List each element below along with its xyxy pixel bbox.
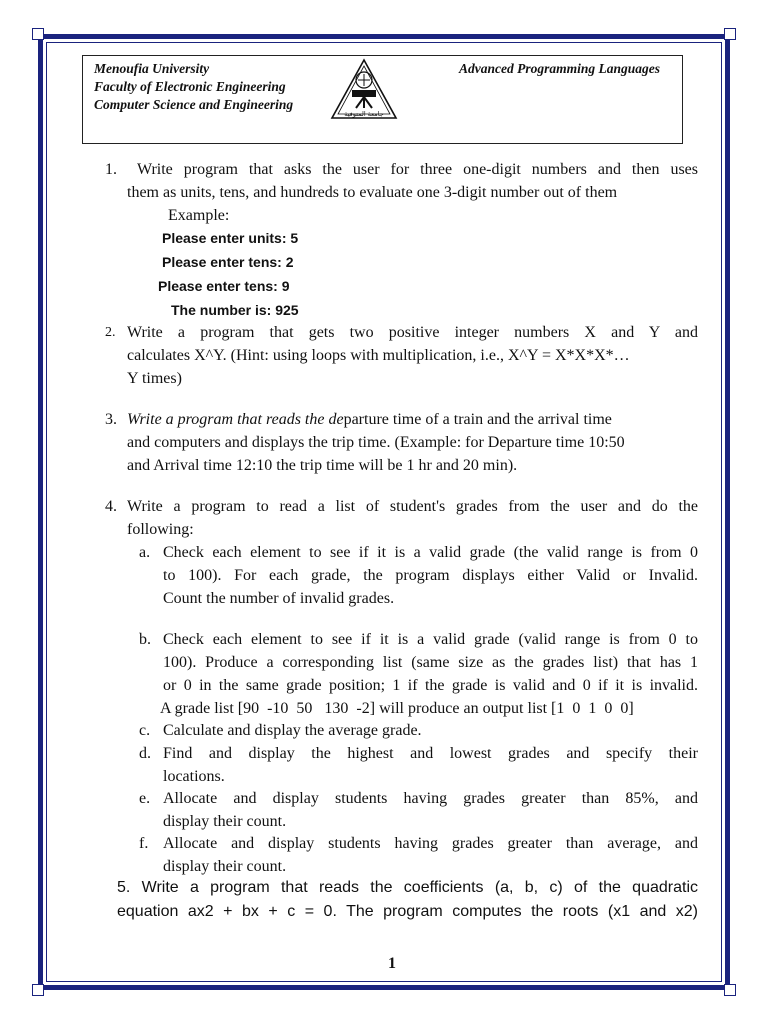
q4c-line: Calculate and display the average grade. [163,722,422,739]
q2-line: calculates X^Y. (Hint: using loops with multiplication, i.e., X^Y = X*X*X*… [127,347,630,364]
department-name: Computer Science and Engineering [94,97,294,112]
q4f-line: Allocate and display students having grades greater than average, and [163,835,698,852]
q3-line: and Arrival time 12:10 the trip time will be 1 hr and 20 min). [127,457,518,474]
q4d-letter: d. [139,745,151,762]
q1-number: 1. [105,161,117,178]
border-corner-ornament [724,984,736,996]
q2-line: Y times) [127,370,182,387]
q4b-line: A grade list [90 -10 50 130 -2] will produce an output list [1 0 1 0 0] [160,700,634,717]
q3-italic-text: Write a program that reads the de [127,411,344,428]
q4d-line: Find and display the highest and lowest grades and specify their [163,745,698,762]
q4a-line: to 100). For each grade, the program displays either Valid or Invalid. [163,567,698,584]
university-logo [328,58,400,124]
q5-line: equation ax2 + bx + c = 0. The program computes the roots (x1 and x2) [117,903,698,920]
border-corner-ornament [32,984,44,996]
q4f-letter: f. [139,835,149,852]
border-corner-ornament [32,28,44,40]
q4a-line: Count the number of invalid grades. [163,590,395,607]
q3-text: parture time of a train and the arrival time [343,411,612,428]
course-title: Advanced Programming Languages [459,61,661,76]
logo-lettering: جامعة المنوفية [344,110,384,118]
q1-line: them as units, tens, and hundreds to evaluate one 3-digit number out of them [127,184,618,201]
q4-number: 4. [105,498,117,515]
q4f-line: display their count. [163,858,287,875]
q1-example-line: The number is: 925 [171,302,299,318]
q4b-line: 100). Produce a corresponding list (same size as the grades list) that has 1 [163,654,698,671]
q4b-line: Check each element to see if it is a valid grade (valid range is from 0 to [163,631,698,648]
q5-line: 5. Write a program that reads the coefficients (a, b, c) of the quadratic [117,879,698,896]
q4a-line: Check each element to see if it is a valid grade (the valid range is from 0 [163,544,698,561]
q1-example-line: Please enter tens: 2 [162,254,294,270]
q1-example-line: Please enter tens: 9 [158,278,290,294]
q4c-letter: c. [139,722,151,739]
q2-line: Write a program that gets two positive integer numbers X and Y and [127,324,698,341]
q2-number: 2. [105,325,116,340]
q3-first-line [127,408,698,431]
q1-line: Write program that asks the user for three one-digit numbers and then uses [137,161,698,178]
q4-line: Write a program to read a list of student's grades from the user and do the [127,498,698,515]
q4e-line: display their count. [163,813,287,830]
q4d-line: locations. [163,768,225,785]
q4b-letter: b. [139,631,151,648]
q4e-line: Allocate and display students having grades greater than 85%, and [163,790,698,807]
q3-line: and computers and displays the trip time. (Example: for Departure time 10:50 [127,434,625,451]
q4-line: following: [127,521,194,538]
q1-example-label: Example: [168,207,230,224]
faculty-name: Faculty of Electronic Engineering [94,79,286,94]
q3-number: 3. [105,411,117,428]
q4b-line: or 0 in the same grade position; 1 if the grade is valid and 0 if it is invalid. [163,677,698,694]
q4e-letter: e. [139,790,151,807]
page-number: 1 [388,955,396,972]
university-name: Menoufia University [94,61,210,76]
border-corner-ornament [724,28,736,40]
q4a-letter: a. [139,544,151,561]
q1-example-line: Please enter units: 5 [162,230,299,246]
